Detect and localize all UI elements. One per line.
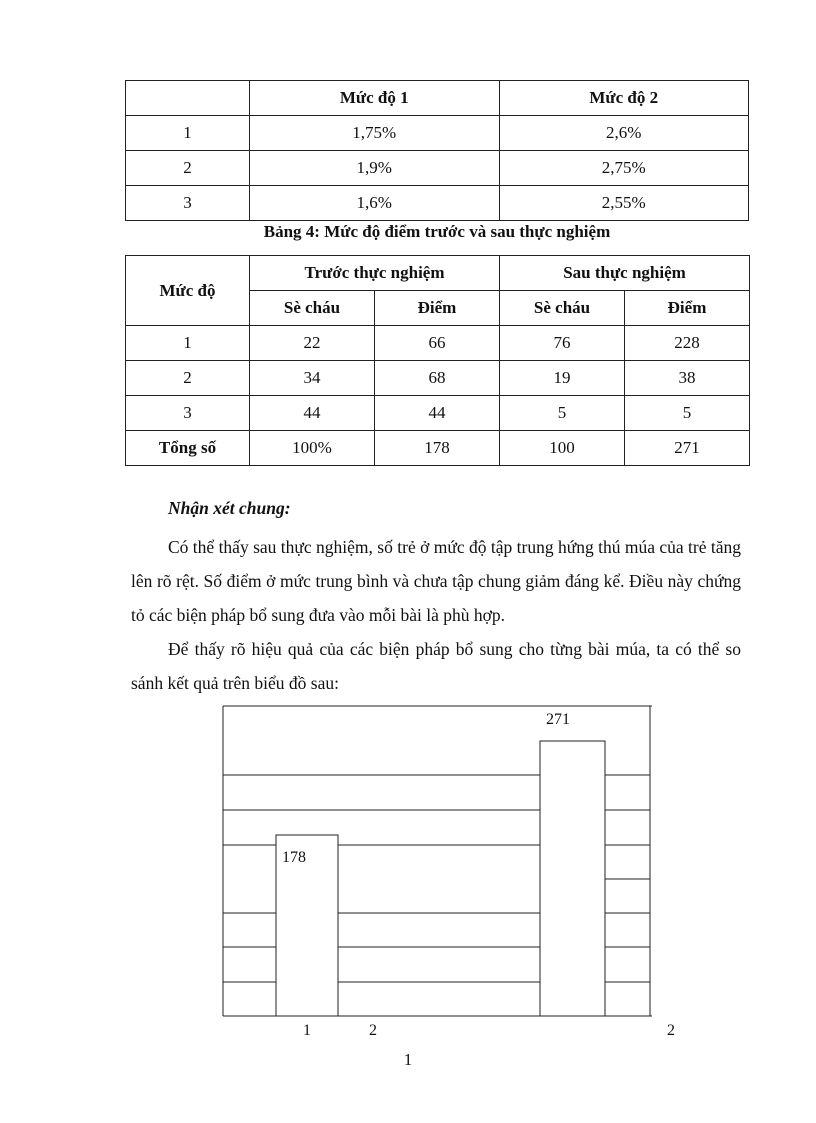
table-1-header-cell: Mức độ 2 [499,81,749,116]
paragraph-1: Có thể thấy sau thực nghiệm, số trẻ ở mức độ tập trung hứng thú múa của trẻ tăng lên rõ rệt. Số điểm ở mức trung bình và chưa tập chung giảm đáng kể. Điều này chứng tỏ các biện pháp bổ sung đưa vào mỗi bài là phù hợp. [131,537,741,625]
table-cell: 1,9% [250,151,500,186]
table-cell: 271 [625,431,750,466]
subheader-count: Sè cháu [250,291,375,326]
table-cell: 76 [500,326,625,361]
bar-value-label: 271 [546,711,570,728]
x-tick-label: 2 [369,1022,377,1039]
table-cell: 178 [375,431,500,466]
table-cell: 1 [126,116,250,151]
table-cell: 38 [625,361,750,396]
page-number: 1 [403,1050,413,1069]
table-cell: 2,75% [499,151,749,186]
subheader-count: Sè cháu [500,291,625,326]
table-cell: 5 [625,396,750,431]
table-cell: 100% [250,431,375,466]
table-2-caption: Bảng 4: Mức độ điểm trước và sau thực nghiệm [263,222,611,241]
table-cell: 68 [375,361,500,396]
table-cell: 2 [126,361,250,396]
table-cell: 19 [500,361,625,396]
header-after: Sau thực nghiệm [500,256,750,291]
table-cell: 66 [375,326,500,361]
table-cell: 2 [126,151,250,186]
total-label: Tổng số [126,431,250,466]
x-tick-label: 2 [667,1022,675,1039]
table-1-header-cell: Mức độ 1 [250,81,500,116]
table-cell: 1 [126,326,250,361]
table-cell: 3 [126,396,250,431]
paragraph-2: Để thấy rõ hiệu quả của các biện pháp bổ sung cho từng bài múa, ta có thể so sánh kết quả trên biểu đồ sau: [131,639,741,693]
table-cell: 1,75% [250,116,500,151]
subheader-score: Điểm [375,291,500,326]
x-tick-label: 1 [303,1022,311,1039]
section-heading: Nhận xét chung: [168,498,291,518]
table-cell: 22 [250,326,375,361]
table-cell: 34 [250,361,375,396]
subheader-score: Điểm [625,291,750,326]
table-cell: 228 [625,326,750,361]
bar-value-label: 178 [282,849,306,866]
header-before: Trước thực nghiệm [250,256,500,291]
table-cell: 44 [375,396,500,431]
bar-271 [540,741,605,1016]
table-cell: 100 [500,431,625,466]
header-level: Mức độ [126,256,250,326]
table-cell: 44 [250,396,375,431]
table-cell: 1,6% [250,186,500,221]
table-cell: 5 [500,396,625,431]
table-cell: 2,6% [499,116,749,151]
table-cell: 2,55% [499,186,749,221]
table-cell: 3 [126,186,250,221]
